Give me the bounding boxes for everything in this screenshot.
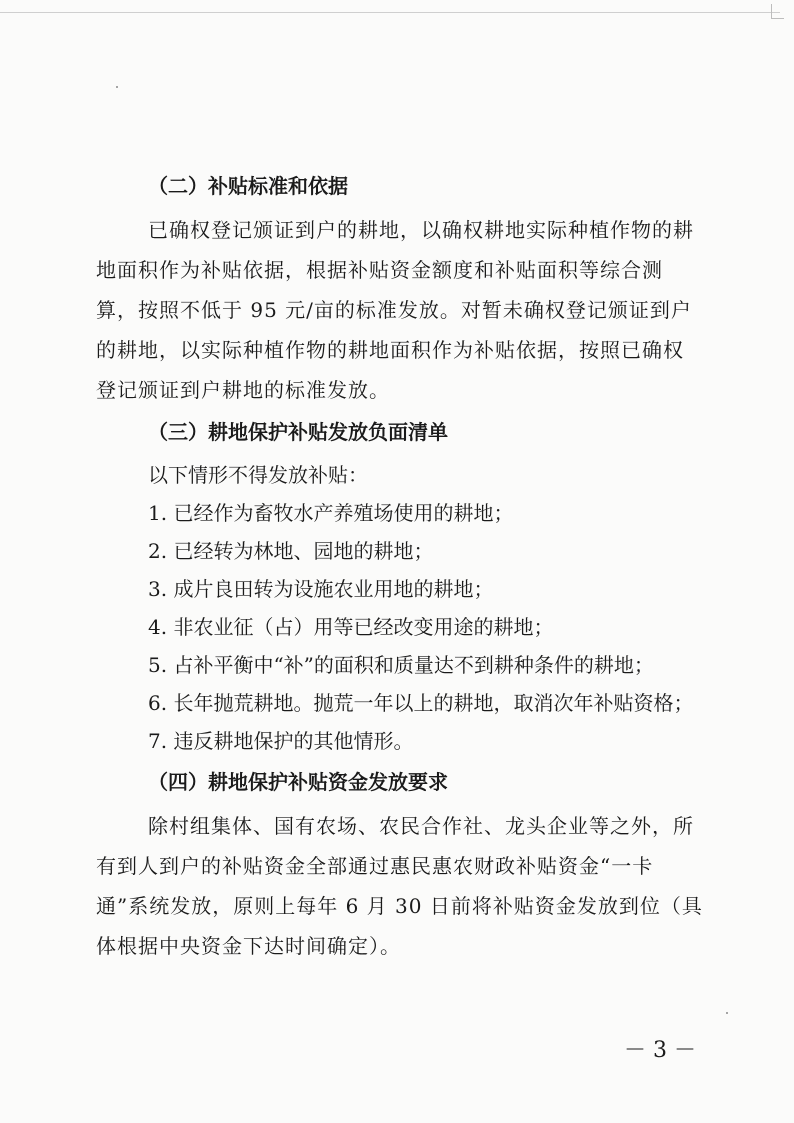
list-item: 3. 成片良田转为设施农业用地的耕地； — [148, 577, 494, 601]
paragraph-line: 已确权登记颁证到户的耕地，以确权耕地实际种植作物的耕 — [148, 218, 694, 242]
paragraph-line: 体根据中央资金下达时间确定）。 — [96, 934, 401, 958]
list-item: 1. 已经作为畜牧水产养殖场使用的耕地； — [148, 501, 514, 525]
paragraph-line: 地面积作为补贴依据，根据补贴资金额度和补贴面积等综合测 — [96, 258, 663, 282]
section-heading-standard: （二）补贴标准和依据 — [148, 174, 348, 198]
list-intro: 以下情形不得发放补贴： — [148, 463, 368, 487]
paragraph-line: 的耕地，以实际种植作物的耕地面积作为补贴依据，按照已确权 — [96, 338, 684, 362]
paragraph-line: 登记颁证到户耕地的标准发放。 — [96, 378, 390, 402]
list-item: 7. 违反耕地保护的其他情形。 — [148, 729, 414, 753]
scan-speck — [726, 1012, 728, 1014]
scan-speck — [116, 86, 118, 88]
paragraph-line: 有到人到户的补贴资金全部通过惠民惠农财政补贴资金“一卡 — [96, 854, 654, 878]
list-item: 2. 已经转为林地、园地的耕地； — [148, 539, 434, 563]
list-item: 5. 占补平衡中“补”的面积和质量达不到耕种条件的耕地； — [148, 653, 654, 677]
list-item: 4. 非农业征（占）用等已经改变用途的耕地； — [148, 615, 554, 639]
document-body — [96, 168, 702, 966]
paragraph-line: 通”系统发放，原则上每年 6 月 30 日前将补贴资金发放到位（具 — [96, 894, 703, 918]
paragraph-line: 除村组集体、国有农场、农民合作社、龙头企业等之外，所 — [148, 814, 694, 838]
page-number: － 3 － — [624, 1038, 696, 1063]
scan-corner-mark — [771, 4, 784, 19]
scan-edge-line — [0, 12, 780, 13]
section-heading-requirements: （四）耕地保护补贴资金发放要求 — [148, 770, 448, 794]
paragraph-line: 算，按照不低于 95 元/亩的标准发放。对暂未确权登记颁证到户 — [96, 298, 692, 322]
list-item: 6. 长年抛荒耕地。抛荒一年以上的耕地，取消次年补贴资格； — [148, 691, 694, 715]
section-heading-negative-list: （三）耕地保护补贴发放负面清单 — [148, 420, 448, 444]
